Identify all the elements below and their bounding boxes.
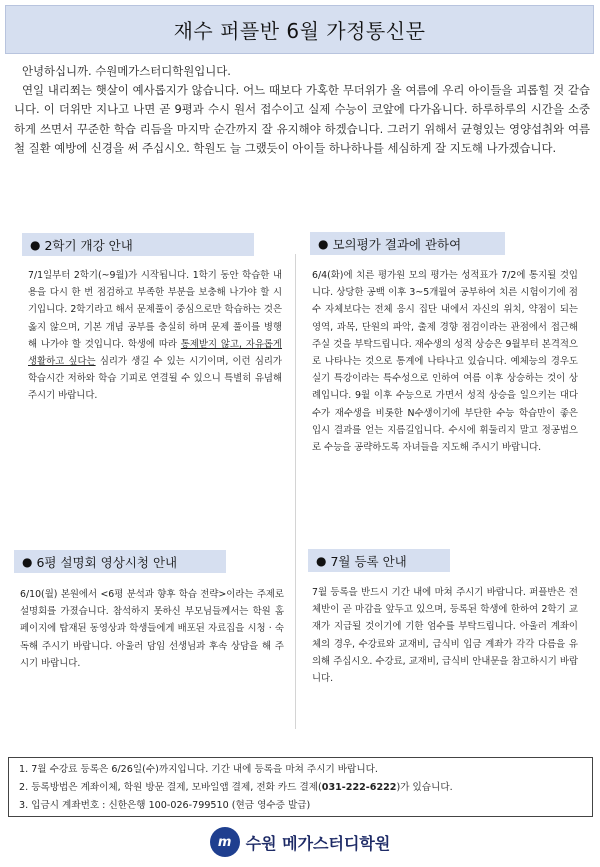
section-body-mock-exam: 6/4(화)에 치른 평가원 모의 평가는 성적표가 7/2에 통지될 것입니다. 상당한 공백 이후 3~5개월여 공부하여 치른 시험이기에 점수 자체보다는 전체 응시 집단 내에서 자신의 위치, 약점이 되는 영역, 과목, 단원의 파악, 출제 경향 점검이라는 관점에서 접근해 주실 것을 부탁드립니다. 재수생의 성적 상승은 9월부터 본격적으로 나타나는 것으로 통계에 나타나고 있습니다. 예체능의 경우도 실기 특강이라는 특수성으로 인하여 여름 이후 상승하는 것이 상례입니다. 9월 이후 수능으로 가면서 성적 상승을 일으키는 대다수가 재수생을 비롯한 N수생이기에 부단한 수능 학습만이 좋은 입시 결과를 얻는 지름길입니다. 수시에 휘둘리지 말고 정공법으로 수능을 공략하도록 자녀들을 지도해 주시기 바랍니다. [312,270,578,454]
section-header-mock-exam [310,232,505,255]
semester-underlined-text: 통제받지 않고, 자유롭게 생활하고 싶다는 [28,338,282,368]
footer-logo [0,822,600,862]
title-banner [5,5,594,54]
notice-box [8,757,593,817]
section-body-registration: 7월 등록을 반드시 기간 내에 마쳐 주시기 바랍니다. 퍼플반은 전체반이 곧 마감을 앞두고 있으며, 등록된 학생에 한하여 2학기 교재가 지급될 것이기에 기한 엄수를 부탁드립니다. 아울러 계좌이체의 경우, 수강료와 교재비, 급식비 입금 계좌가 각각 다름을 유의해 주십시오. 수강료, 교재비, 급식비 안내문을 참고하시기 바랍니다. [312,587,578,685]
section-header-semester [22,233,254,256]
phone-number: 031-222-6222 [321,782,397,793]
section-title-registration: 7월 등록 안내 [330,553,407,569]
intro-body-text: 연일 내리쬐는 햇살이 예사롭지가 않습니다. 어느 때보다 가혹한 무더위가 올 여름에 우리 아이들을 괴롭힐 것 같습니다. 이 더위만 지나고 나면 곧 9평과 수시 원서 접수이고 실제 수능이 코앞에 다가옵니다. 하루하루의 시간을 소중하게 쓰면서 꾸준한 학습 리듬을 마지막 순간까지 잘 유지해야 하겠습니다. 그러기 위해서 균형있는 영양섭취와 여름철 질환 예방에 신경을 써 주십시오. 학원도 늘 그랬듯이 아이들 하나하나를 세심하게 잘 지도해 나가겠습니다. [14,83,590,155]
section-body-semester [28,267,282,405]
notice-line-2 [19,779,582,797]
section-body-briefing: 6/10(월) 본원에서 <6평 분석과 향후 학습 전략>이라는 주제로 설명회를 가졌습니다. 참석하지 못하신 부모님들께서는 학원 홈페이지에 탑재된 동영상과 학생들에게 배포된 자료집을 시청 · 숙독해 주시기 바랍니다. 아울러 담임 선생님과 후속 상담을 해 주시기 바랍니다. [20,589,284,669]
semester-text-part1: 7/1일부터 2학기(~9월)가 시작됩니다. 1학기 동안 학습한 내용을 다시 한 번 점검하고 부족한 부분을 보충해 나가야 할 시기입니다. 2학기라고 해서 문제풀이 중심으로만 학습하는 것은 옳지 않으며, 기본 개념 공부를 충실히 하며 문제 풀이를 병행해 나가야 할 것입니다. 학생에 따라 [28,270,282,350]
column-divider [295,254,296,729]
section-title-briefing: 6평 설명회 영상시청 안내 [36,554,178,570]
megastudy-logo-icon: m [210,827,240,857]
greeting-text: 안녕하십니까. 수원메가스터디학원입니다. [22,64,231,78]
bullet-icon: ● [316,553,327,568]
bullet-icon: ● [30,237,41,252]
notice-line-2-end: )가 있습니다. [396,782,453,793]
bullet-icon: ● [318,236,329,251]
intro-paragraph [14,62,590,158]
section-header-registration [308,549,450,572]
academy-name: 수원 메가스터디학원 [245,833,391,853]
notice-line-3: 3. 입금시 계좌번호 : 신한은행 100-026-799510 (현금 영수증 발급) [19,800,311,811]
notice-line-1: 1. 7월 수강료 등록은 6/26일(수)까지입니다. 기간 내에 등록을 마쳐 주시기 바랍니다. [19,764,378,775]
page-title: 재수 퍼플반 6월 가정통신문 [173,19,426,43]
section-header-briefing [14,550,226,573]
section-title-mock-exam: 모의평가 결과에 관하여 [332,236,462,252]
notice-line-2-text: 2. 등록방법은 계좌이체, 학원 방문 결제, 모바일앱 결제, 전화 카드 결제( [19,782,322,793]
section-title-semester: 2학기 개강 안내 [44,237,133,253]
semester-text-part2: 심리가 생길 수 있는 시기이며, 이런 심리가 학습시간 저하와 학습 기피로 연결될 수 있으니 특별히 유념해 주시기 바랍니다. [28,356,282,402]
bullet-icon: ● [22,554,33,569]
